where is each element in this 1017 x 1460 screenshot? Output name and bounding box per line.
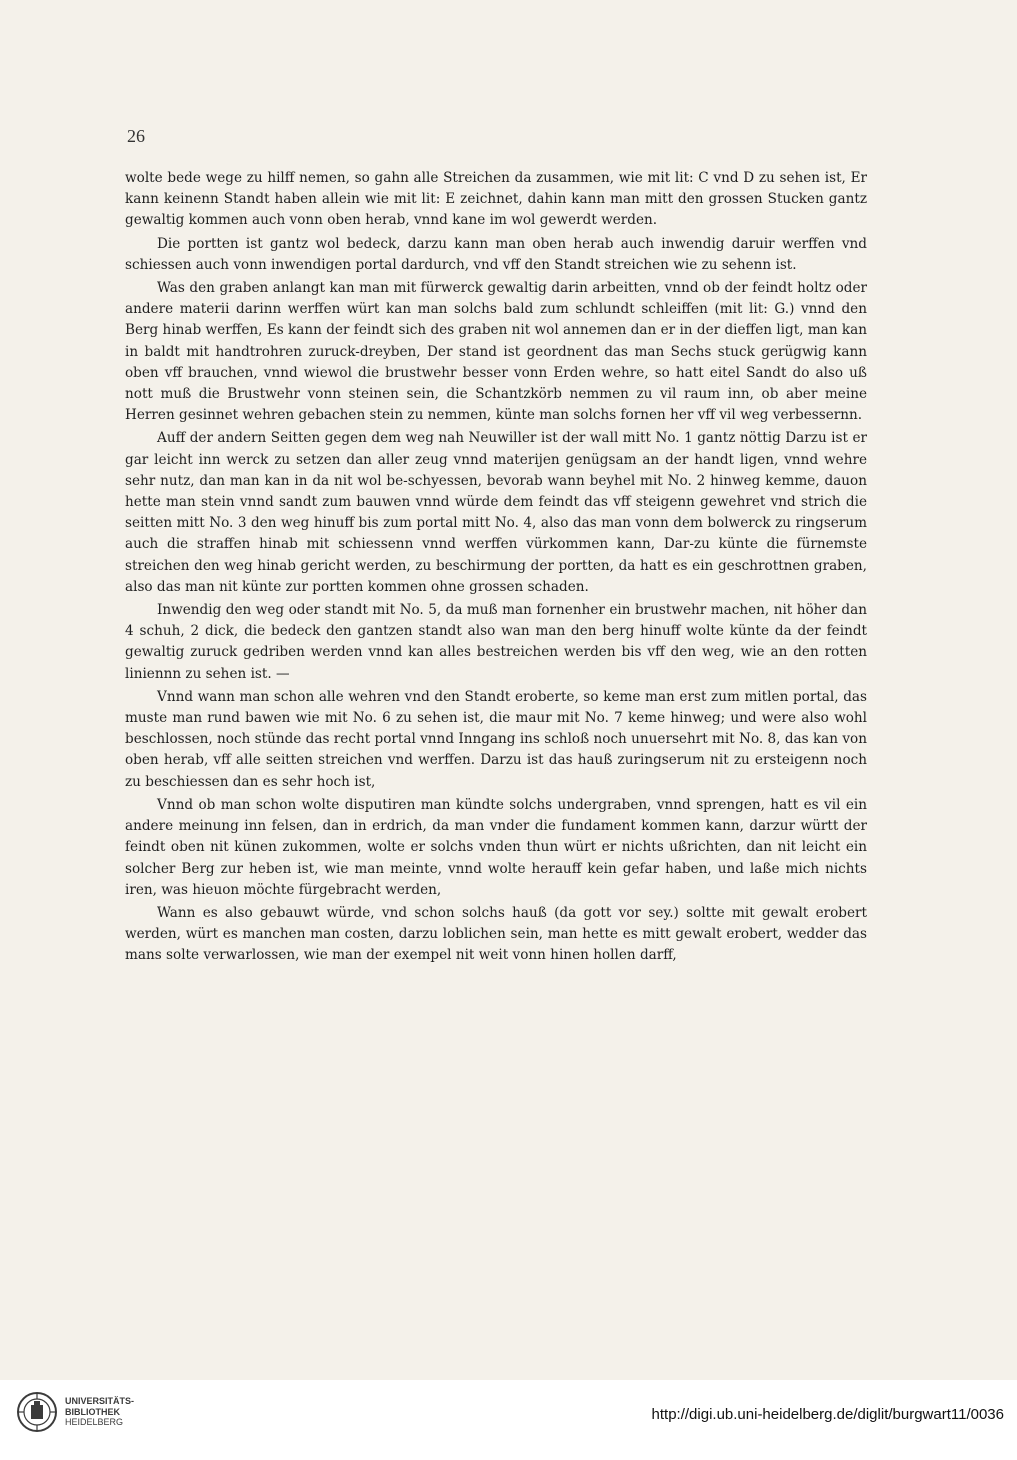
library-name [65, 1396, 134, 1428]
paragraph-6: Vnnd wann man schon alle wehren vnd den Standt eroberte, so keme man erst zum mitlen portal, das muste man rund bawen wie mit No. 6 zu sehen ist, die maur mit No. 7 keme hinweg; und were also wohl beschlossen, noch stünde das recht portal vnnd Inngang ins schloß noch unuersehrt mit No. 8, das kan von oben herab, vff alle seitten streichen vnd werffen. Darzu ist das hauß zuringserum nit zu ersteigenn noch zu beschiessen dan es sehr hoch ist, [125, 688, 867, 790]
footer-bar [0, 1380, 1017, 1460]
library-logo[interactable] [15, 1390, 134, 1434]
library-name-line-3: HEIDELBERG [65, 1417, 124, 1428]
paragraph-3: Was den graben anlangt kan man mit fürwerck gewaltig darin arbeitten, vnnd ob der feindt holtz oder andere materii darinn werffen würt kan man solchs bald zum schlundt schleiffen (mit lit: G.) vnnd den Berg hinab werffen, Es kann der feindt sich des graben nit wol annemen dan er in der dieffen ligt, man kan in baldt mit handtrohren zuruck-dreyben, Der stand ist geordnent das man Sechs stuck gerügwig kann oben vff brauchen, vnnd wiewol die brustwehr besser vonn Erden wehre, so hatt eitel Sandt do also uß nott muß die Brustwehr vonn steinen sein, die Schantzkörb nemmen zu vil raum inn, ob aber meine Herren gesinnet wehren gebachen stein zu nemmen, künte man solchs fornen her vff vil weg verbessernn. [125, 280, 867, 424]
source-url[interactable]: http://digi.ub.uni-heidelberg.de/diglit/burgwart11/0036 [651, 1406, 1004, 1423]
paragraph-2: Die portten ist gantz wol bedeck, darzu kann man oben herab auch inwendig daruir werffen vnd schiessen auch vonn inwendigen portal dardurch, vnd vff den Standt streichen wie zu sehenn ist. [125, 235, 867, 273]
library-seal-icon [15, 1390, 59, 1434]
library-name-line-1: UNIVERSITÄTS- [65, 1396, 135, 1407]
paragraph-4: Auff der andern Seitten gegen dem weg nah Neuwiller ist der wall mitt No. 1 gantz nöttig Darzu ist er gar leicht inn werck zu setzen dan aller zeug vnnd materijen genügsam an der handt ligen, vnnd wehre sehr nutz, dan man kan in da nit wol be-schyessen, bevorab wann beyhel mit No. 2 hinweg kemme, dauon hette man stein vnnd sandt zum bauwen vnnd würde dem feindt das vff steigenn gewehret vnd strich die seitten mitt No. 3 den weg hinuff bis zum portal mitt No. 4, also das man vonn dem bolwerck zu ringserum auch die straffen hinab mit schiessenn vnnd werffen vürkommen kann, Dar-zu künte die fürnemste streichen den weg hinab gericht werden, zu beschirmung der portten, da hatt es ein geschrottnen graben, also das man nit künte zur portten kommen ohne grossen schaden. [125, 430, 867, 595]
page-number: 26 [127, 126, 145, 146]
body-text [125, 168, 867, 969]
paragraph-7: Vnnd ob man schon wolte disputiren man kündte solchs undergraben, vnnd sprengen, hatt es vil ein andere meinung inn felsen, dan in erdrich, da man vnder die fundament kommen kann, darzur württ der feindt oben nit künen zukommen, wolte er solchs vnden thun würt er nichts ußrichten, dan nit leicht ein solcher Berg zur heben ist, wie man meinte, vnnd wolte herauff kein gefar haben, und laße mich nichts iren, was hieuon möchte fürgebracht werden, [125, 796, 867, 898]
paragraph-5: Inwendig den weg oder standt mit No. 5, da muß man fornenher ein brustwehr machen, nit höher dan 4 schuh, 2 dick, die bedeck den gantzen standt also wan man den berg hinuff wolte künte da der feindt gewaltig zuruck gedriben werden vnnd kan alles bestreichen werden bis vff den weg, wie an den rotten liniennn zu sehen ist. — [125, 602, 867, 682]
paragraph-1: wolte bede wege zu hilff nemen, so gahn alle Streichen da zusammen, wie mit lit: C vnd D zu sehen ist, Er kann keinenn Standt haben allein wie mit lit: E zeichnet, dahin kann man mitt den grossen Stucken gantz gewaltig kommen auch vonn oben herab, vnnd kane im wol gewerdt werden. [125, 170, 867, 229]
paragraph-8: Wann es also gebauwt würde, vnd schon solchs hauß (da gott vor sey.) soltte mit gewalt erobert werden, würt es manchen man costen, darzu loblichen sein, man hette es mitt gewalt erobert, wedder das mans solte verwarlossen, wie man der exempel nit weit vonn hinen hollen darff, [125, 904, 867, 964]
library-name-line-2: BIBLIOTHEK [65, 1406, 120, 1417]
